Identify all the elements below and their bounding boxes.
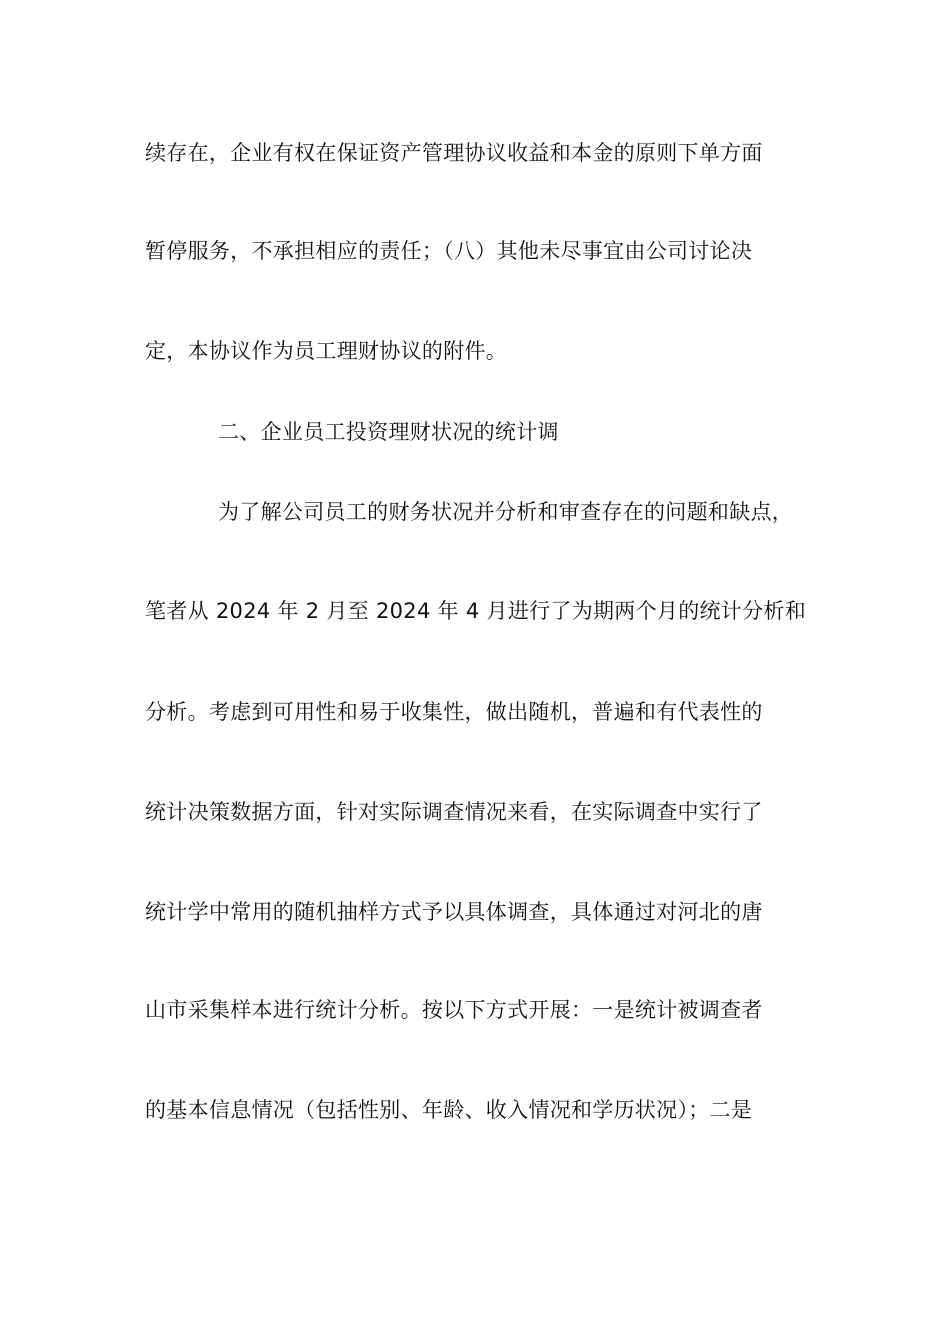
paragraph-line: 统计学中常用的随机抽样方式予以具体调查，具体通过对河北的唐: [145, 900, 763, 924]
paragraph-line: 为了解公司员工的财务状况并分析和审查存在的问题和缺点，: [218, 500, 794, 524]
paragraph-line: 分析。考虑到可用性和易于收集性，做出随机，普遍和有代表性的: [145, 700, 763, 724]
paragraph-line: 暂停服务，不承担相应的责任；（八）其他未尽事宜由公司讨论决: [145, 239, 753, 263]
paragraph-line: 的基本信息情况（包括性别、年龄、收入情况和学历状况）；二是: [145, 1098, 753, 1122]
section-heading: 二、企业员工投资理财状况的统计调: [218, 420, 559, 444]
paragraph-line: 定，本协议作为员工理财协议的附件。: [145, 339, 508, 363]
paragraph-line: 山市采集样本进行统计分析。按以下方式开展：一是统计被调查者: [145, 998, 763, 1022]
paragraph-line: 续存在，企业有权在保证资产管理协议收益和本金的原则下单方面: [145, 141, 763, 165]
paragraph-line: 笔者从 2024 年 2 月至 2024 年 4 月进行了为期两个月的统计分析和: [145, 599, 807, 623]
paragraph-line: 统计决策数据方面，针对实际调查情况来看，在实际调查中实行了: [145, 800, 763, 824]
